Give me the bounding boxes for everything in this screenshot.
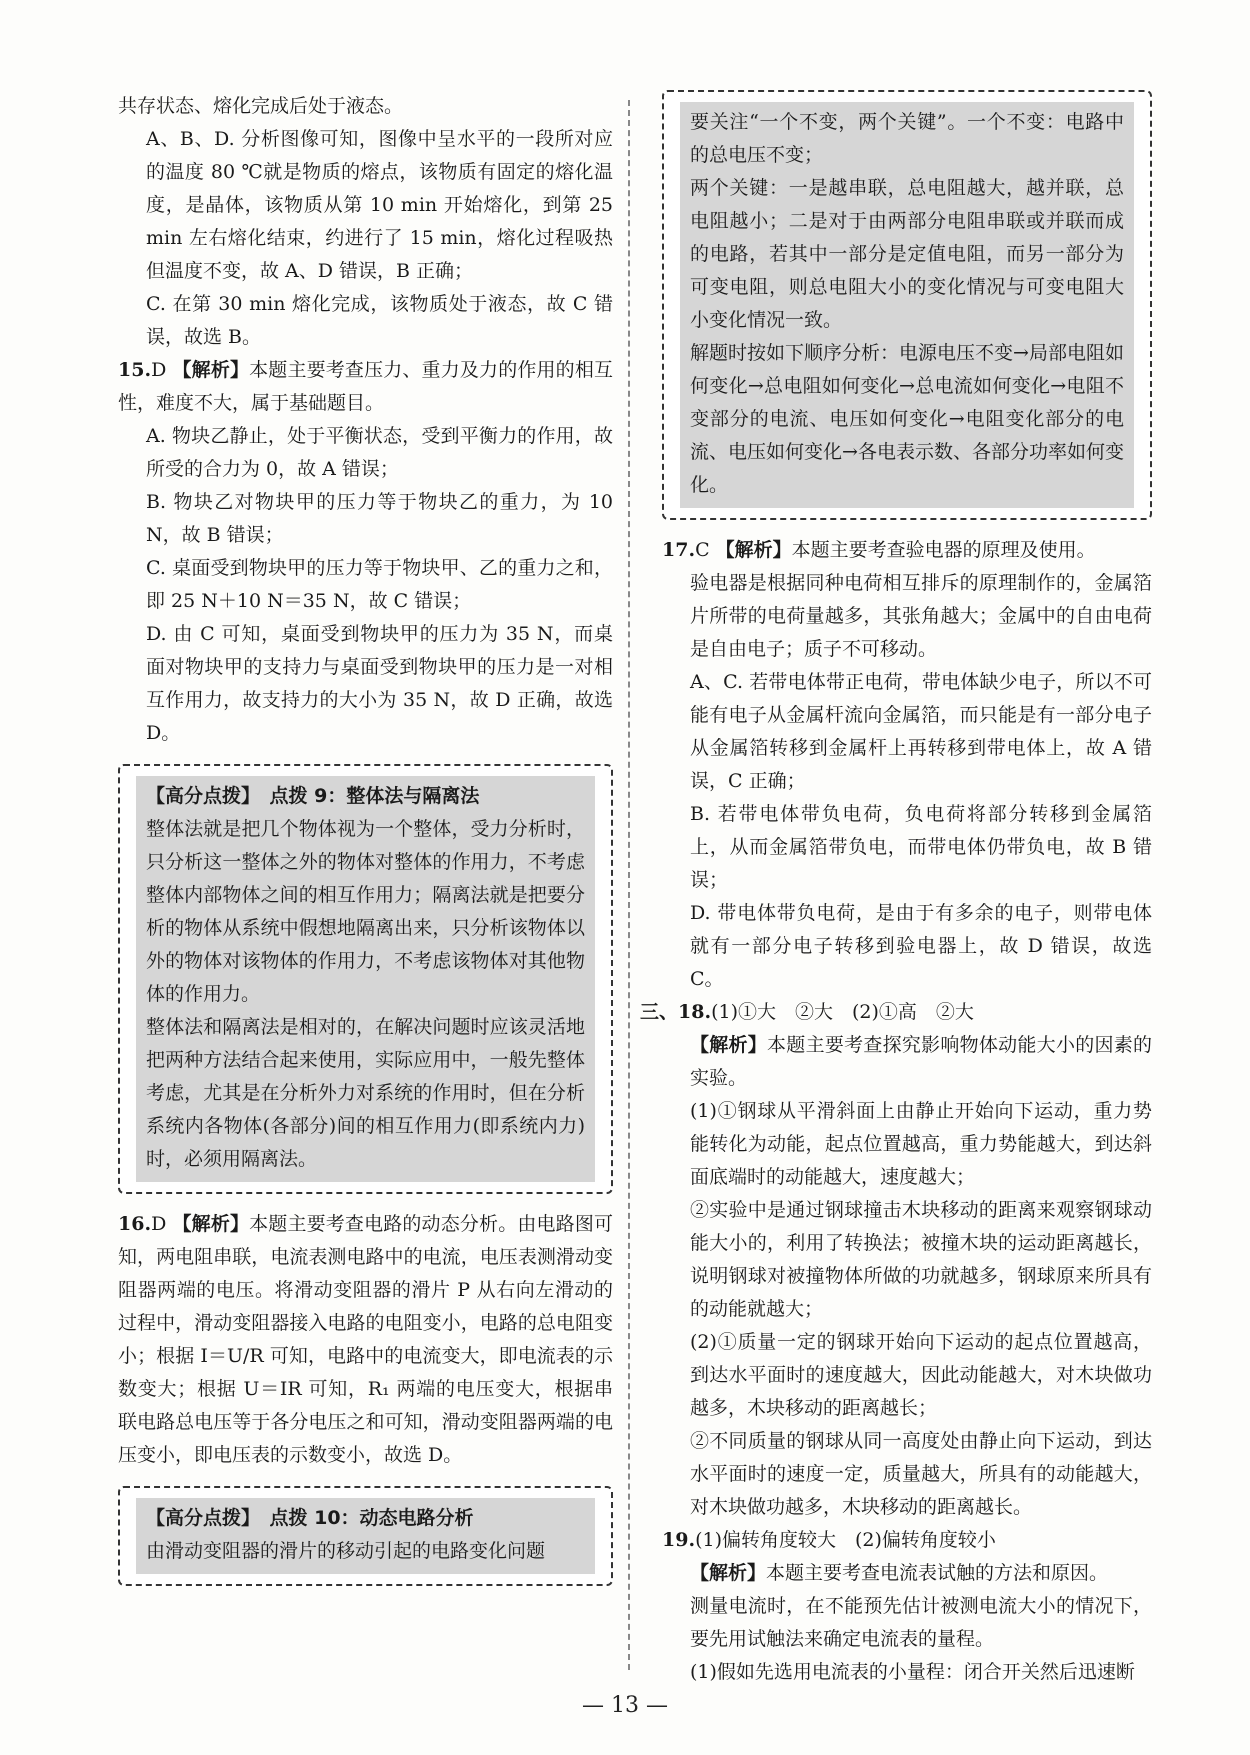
tip-box-10-continued-inner (680, 102, 1134, 508)
q18-line-2: ②实验中是通过钢球撞击木块移动的距离来观察钢球动能大小的，利用了转换法；被撞木块的运动距离越长，说明钢球对被撞物体所做的功就越多，钢球原来所具有的动能就越大； (690, 1199, 1152, 1320)
q19-intro: 本题主要考查电流表试触的方法和原因。 (766, 1562, 1109, 1584)
q15-line-a: A. 物块乙静止，处于平衡状态，受到平衡力的作用，故所受的合力为 0，故 A 错误； (146, 425, 613, 480)
q18-line-4: ②不同质量的钢球从同一高度处由静止向下运动，到达水平面时的速度一定，质量越大，所具有的动能越大，对木块做功越多，木块移动的距离越长。 (690, 1430, 1152, 1518)
q18-jiexi (662, 1029, 1152, 1095)
q17-line-4: D. 带电体带负电荷，是由于有多余的电子，则带电体就有一部分电子转移到验电器上，故 D 错误，故选 C。 (690, 902, 1152, 990)
q19-jiexi (662, 1557, 1152, 1590)
q16-number: 16. (118, 1213, 152, 1235)
q16-jiexi-label: 【解析】 (172, 1213, 250, 1235)
tip-box-9 (118, 764, 613, 1194)
q15-answer: D (151, 359, 167, 381)
q15-header (118, 354, 613, 420)
section-three-mark: 三、 (640, 1001, 679, 1023)
q17-intro: 本题主要考查验电器的原理及使用。 (791, 539, 1096, 561)
tip-box-10-text: 由滑动变阻器的滑片的移动引起的电路变化问题 (146, 1540, 546, 1562)
tip-box-9-para-1: 整体法就是把几个物体视为一个整体，受力分析时，只分析这一整体之外的物体对整体的作用力，不考虑整体内部物体之间的相互作用力；隔离法就是把要分析的物体从系统中假想地隔离出来，只分析该物体以外的物体对该物体的作用力，不考虑该物体对其他物体的作用力。 (146, 818, 585, 1005)
q15-intro: 本题主要考查压力、重力及力的作用的相互性，难度不大，属于基础题目。 (118, 359, 613, 414)
q18-line-3: (2)①质量一定的钢球开始向下运动的起点位置越高，到达水平面时的速度越大，因此动能越大，对木块做功越多，木块移动的距离越长； (690, 1331, 1152, 1419)
q14-line-3: C. 在第 30 min 熔化完成，该物质处于液态，故 C 错误，故选 B。 (146, 293, 613, 348)
box-para-1: 要关注“一个不变，两个关键”。一个不变：电路中的总电压不变； (690, 111, 1124, 166)
q18-line-1: (1)①钢球从平滑斜面上由静止开始向下运动，重力势能转化为动能，起点位置越高，重力势能越大，到达斜面底端时的动能越大，速度越大； (690, 1100, 1152, 1188)
q19-header (662, 1524, 1152, 1557)
q17-jiexi-label: 【解析】 (715, 539, 792, 561)
tip-box-10-title: 【高分点拨】 点拨 10：动态电路分析 (146, 1507, 474, 1529)
tip-box-10-inner (136, 1498, 595, 1574)
q16-answer: D (151, 1213, 167, 1235)
q18-header (640, 996, 1152, 1029)
tip-box-9-inner (136, 776, 595, 1182)
tip-box-9-title: 【高分点拨】 点拨 9：整体法与隔离法 (146, 785, 480, 807)
q14-line-1: 共存状态、熔化完成后处于液态。 (118, 95, 404, 117)
q17-line-2: A、C. 若带电体带正电荷，带电体缺少电子，所以不可能有电子从金属杆流向金属箔，而只能是有一部分电子从金属箔转移到金属杆上再转移到带电体上，故 A 错误，C 正确； (690, 671, 1152, 792)
q18-answer: (1)①大 ②大 (2)①高 ②大 (711, 1001, 974, 1023)
q17-line-3: B. 若带电体带负电荷，负电荷将部分转移到金属箔上，从而金属箔带负电，而带电体仍带负电，故 B 错误； (690, 803, 1152, 891)
q19-jiexi-label: 【解析】 (690, 1562, 767, 1584)
box-para-2: 两个关键：一是越串联，总电阻越大，越并联，总电阻越小；二是对于由两部分电阻串联或并联而成的电路，若其中一部分是定值电阻，而另一部分为可变电阻，则总电阻大小的变化情况与可变电阻大小变化情况一致。 (690, 177, 1124, 331)
page-number: — 13 — (582, 1693, 668, 1718)
box-para-3: 解题时按如下顺序分析：电源电压不变→局部电阻如何变化→总电阻如何变化→总电流如何变化→电阻不变部分的电流、电压如何变化→电阻变化部分的电流、电压如何变化→各电表示数、各部分功率如何变化。 (690, 342, 1124, 496)
q15-line-b: B. 物块乙对物块甲的压力等于物块乙的重力，为 10 N，故 B 错误； (146, 491, 613, 546)
q16-text: 本题主要考查电路的动态分析。由电路图可知，两电阻串联，电流表测电路中的电流，电压表测滑动变阻器两端的电压。将滑动变阻器的滑片 P 从右向左滑动的过程中，滑动变阻器接入电路的电阻变小，电路的总电阻变小；根据 I＝U/R 可知，电路中的电流变大，即电流表的示数变大；根据 U＝IR 可知，R₁ 两端的电压变大，根据串联电路总电压等于各分电压之和可知，滑动变阻器两端的电压变小，即电压表的示数变小，故选 D。 (118, 1213, 613, 1466)
right-column (640, 90, 1152, 1689)
left-column (118, 90, 613, 1600)
q15-line-d: D. 由 C 可知，桌面受到物块甲的压力为 35 N，而桌面对物块甲的支持力与桌面受到物块甲的压力是一对相互作用力，故支持力的大小为 35 N，故 D 正确，故选 D。 (146, 623, 613, 744)
column-divider (628, 100, 630, 1670)
q18-intro: 本题主要考查探究影响物体动能大小的因素的实验。 (690, 1034, 1152, 1089)
tip-box-9-para-2: 整体法和隔离法是相对的，在解决问题时应该灵活地把两种方法结合起来使用，实际应用中，一般先整体考虑，尤其是在分析外力对系统的作用时，但在分析系统内各物体(各部分)间的相互作用力(即系统内力)时，必须用隔离法。 (146, 1016, 585, 1170)
q15-jiexi-label: 【解析】 (172, 359, 250, 381)
q19-answer: (1)偏转角度较大 (2)偏转角度较小 (695, 1529, 996, 1551)
q19-line-2: (1)假如先选用电流表的小量程：闭合开关然后迅速断 (690, 1661, 1135, 1683)
q17-answer: C (695, 539, 710, 561)
tip-box-10 (118, 1486, 613, 1586)
tip-box-10-continued (662, 90, 1152, 520)
q18-number: 18. (678, 1001, 712, 1023)
q15-number: 15. (118, 359, 152, 381)
q17-header (662, 534, 1152, 567)
q16-header (118, 1208, 613, 1472)
q19-line-1: 测量电流时，在不能预先估计被测电流大小的情况下，要先用试触法来确定电流表的量程。 (690, 1595, 1152, 1650)
q14-line-2: A、B、D. 分析图像可知，图像中呈水平的一段所对应的温度 80 ℃就是物质的熔点，该物质有固定的熔化温度，是晶体，该物质从第 10 min 开始熔化，到第 25 min 左右熔化结束，约进行了 15 min，熔化过程吸热但温度不变，故 A、D 错误，B 正确； (146, 128, 613, 282)
q17-line-1: 验电器是根据同种电荷相互排斥的原理制作的，金属箔片所带的电荷量越多，其张角越大；金属中的自由电荷是自由电子；质子不可移动。 (690, 572, 1152, 660)
q19-number: 19. (662, 1529, 696, 1551)
q15-line-c: C. 桌面受到物块甲的压力等于物块甲、乙的重力之和，即 25 N＋10 N＝35 N，故 C 错误； (146, 557, 613, 612)
q17-number: 17. (662, 539, 696, 561)
q18-jiexi-label: 【解析】 (690, 1034, 768, 1056)
